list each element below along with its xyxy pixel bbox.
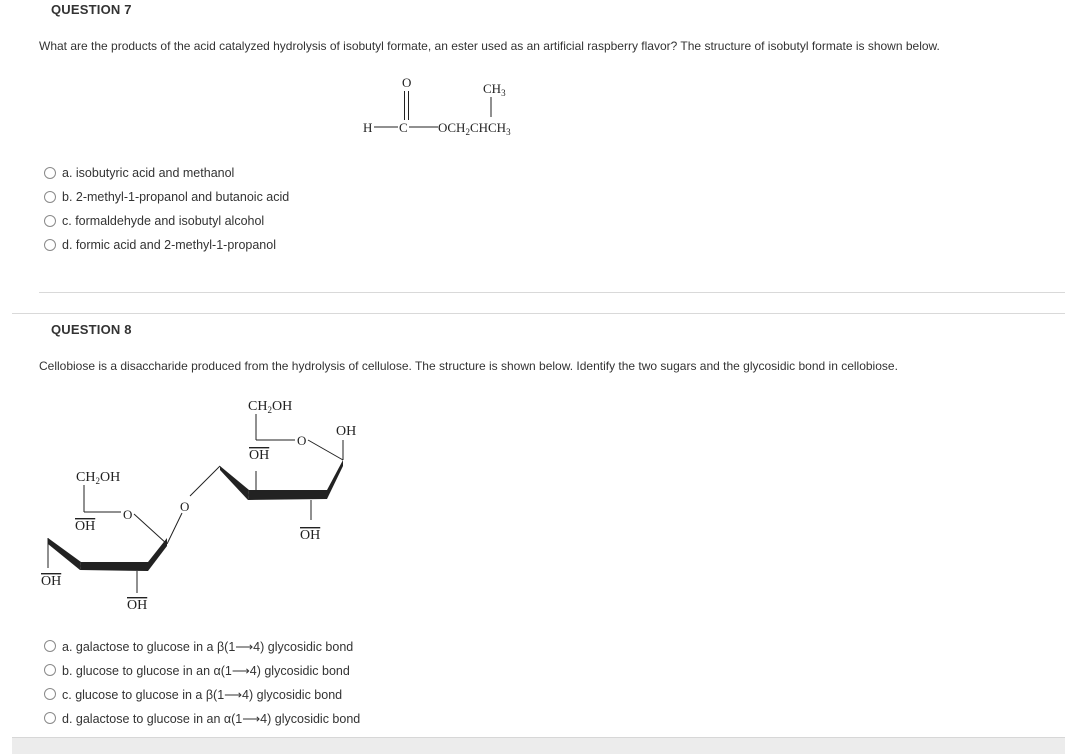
- radio-button[interactable]: [44, 688, 56, 700]
- radio-button[interactable]: [44, 215, 56, 227]
- glycosidic-oxygen-label: O: [180, 499, 190, 514]
- option-label: d. formic acid and 2-methyl-1-propanol: [62, 238, 276, 252]
- radio-button[interactable]: [44, 664, 56, 676]
- option-label: a. isobutyric acid and methanol: [62, 166, 235, 180]
- oh-label: OH: [336, 424, 357, 439]
- radio-button[interactable]: [44, 239, 56, 251]
- oh-label: OH: [75, 519, 96, 534]
- ring-oxygen-label: O: [297, 433, 307, 448]
- option-label: a. galactose to glucose in a β(1⟶4) glycosidic bond: [62, 639, 354, 654]
- q8-option-d[interactable]: [44, 706, 360, 730]
- oh-label: OH: [41, 574, 62, 589]
- option-label: c. formaldehyde and isobutyl alcohol: [62, 214, 265, 228]
- option-label: d. galactose to glucose in an α(1⟶4) glycosidic bond: [62, 711, 361, 726]
- q8-option-b[interactable]: [44, 658, 360, 682]
- radio-button[interactable]: [44, 712, 56, 724]
- footer-bar: [12, 737, 1065, 754]
- question-8-title: QUESTION 8: [51, 322, 132, 337]
- ring-oxygen-label: O: [123, 507, 133, 522]
- question-7-options: [44, 161, 289, 257]
- question-divider: [12, 313, 1065, 314]
- hydrogen-label: H: [363, 120, 373, 135]
- q8-option-c[interactable]: [44, 682, 360, 706]
- cellobiose-structure: [30, 388, 400, 618]
- q7-option-a[interactable]: [44, 161, 289, 185]
- svg-text:CH3: $CH_3$: [483, 81, 506, 98]
- option-label: b. glucose to glucose in an α(1⟶4) glycosidic bond: [62, 663, 350, 678]
- question-7-text: What are the products of the acid catalyzed hydrolysis of isobutyl formate, an ester used as an artificial raspberry flavor? The structure of isobutyl formate is shown below.: [39, 39, 940, 53]
- radio-button[interactable]: [44, 640, 56, 652]
- option-label: c. glucose to glucose in a β(1⟶4) glycosidic bond: [62, 687, 343, 702]
- question-divider: [39, 292, 1065, 293]
- ch2oh-label: $CH_2OH$: [76, 470, 121, 486]
- radio-button[interactable]: [44, 167, 56, 179]
- ch2oh-label: $CH_2OH$: [248, 399, 293, 415]
- alkoxy-group-label: $OCH_2CHCH_3$: [438, 120, 511, 137]
- question-8-options: [44, 634, 360, 730]
- radio-button[interactable]: [44, 191, 56, 203]
- q8-option-a[interactable]: [44, 634, 360, 658]
- oh-label: OH: [127, 598, 148, 613]
- oh-label: OH: [300, 528, 321, 543]
- q7-option-b[interactable]: [44, 185, 289, 209]
- carbonyl-oxygen-label: O: [402, 75, 412, 90]
- question-7-title: QUESTION 7: [51, 2, 132, 17]
- methyl-label: CH: [483, 81, 502, 96]
- option-label: b. 2-methyl-1-propanol and butanoic acid: [62, 190, 290, 204]
- question-8-text: Cellobiose is a disaccharide produced from the hydrolysis of cellulose. The structure is shown below. Identify the two sugars and the glycosidic bond in cellobiose.: [39, 359, 898, 373]
- isobutyl-formate-structure: [358, 70, 558, 140]
- q7-option-d[interactable]: [44, 233, 289, 257]
- q7-option-c[interactable]: [44, 209, 289, 233]
- oh-label: OH: [249, 448, 270, 463]
- carbon-label: C: [399, 120, 408, 135]
